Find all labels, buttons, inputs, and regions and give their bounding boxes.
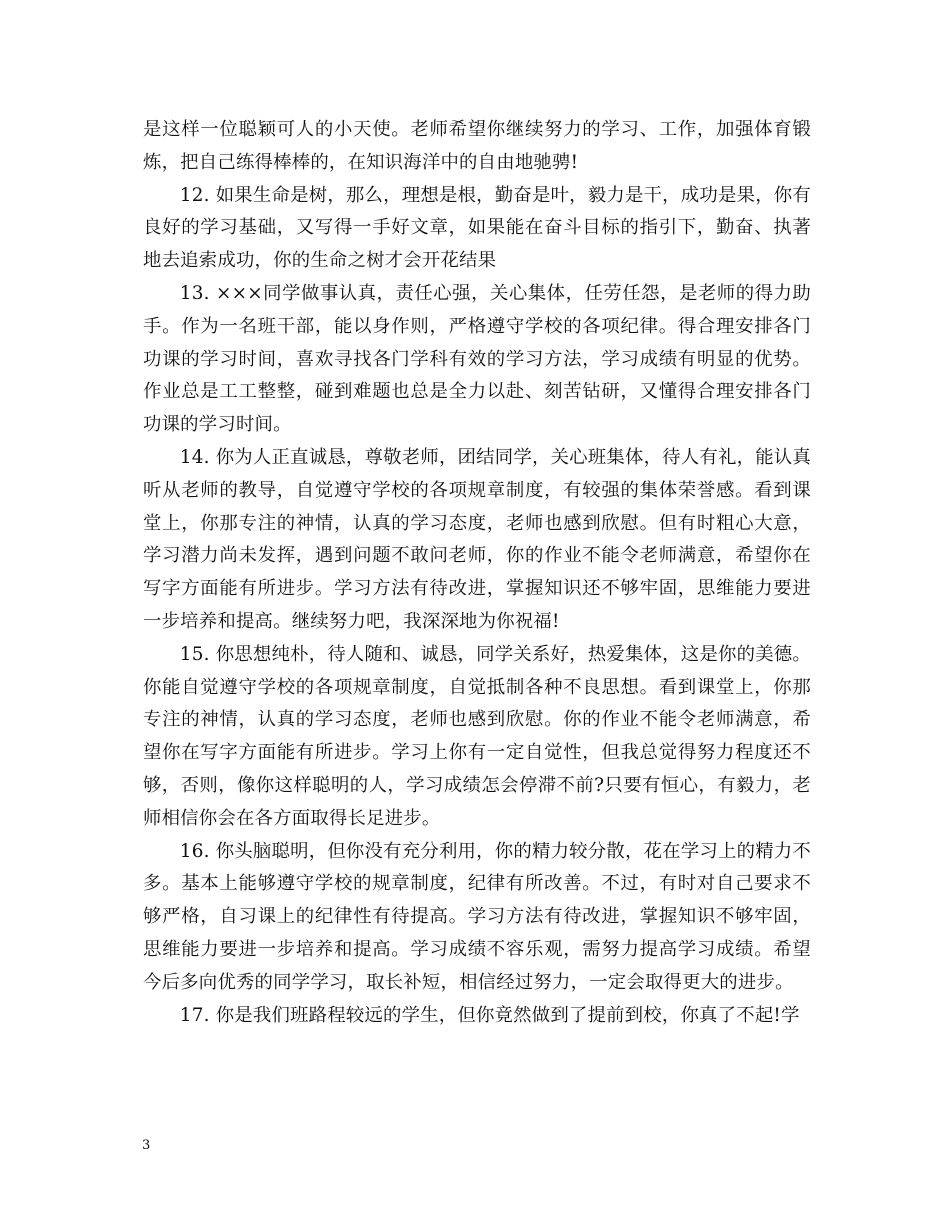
paragraph-14: 14. 你为人正直诚恳，尊敬老师，团结同学，关心班集体，待人有礼，能认真听从老师的教导，自觉遵守学校的各项规章制度，有较强的集体荣誉感。看到课堂上，你那专注的神情，认真的学习态度，老师也感到欣慰。但有时粗心大意，学习潜力尚未发挥，遇到问题不敢问老师，你的作业不能令老师满意，希望你在写字方面能有所进步。学习方法有待改进，掌握知识还不够牢固，思维能力要进一步培养和提高。继续努力吧，我深深地为你祝福!: [143, 446, 811, 632]
paragraph-15: 15. 你思想纯朴，待人随和、诚恳，同学关系好，热爱集体，这是你的美德。你能自觉遵守学校的各项规章制度，自觉抵制各种不良思想。看到课堂上，你那专注的神情，认真的学习态度，老师也感到欣慰。你的作业不能令老师满意，希望你在写字方面能有所进步。学习上你有一定自觉性，但我总觉得努力程度还不够，否则，像你这样聪明的人，学习成绩怎会停滞不前?只要有恒心，有毅力，老师相信你会在各方面取得长足进步。: [143, 643, 811, 829]
paragraph-12: 12. 如果生命是树，那么，理想是根，勤奋是叶，毅力是干，成功是果，你有良好的学习基础，又写得一手好文章，如果能在奋斗目标的指引下，勤奋、执著地去追索成功，你的生命之树才会开花结果: [143, 184, 811, 272]
page-number: 3: [142, 1138, 151, 1153]
paragraph-16: 16. 你头脑聪明，但你没有充分利用，你的精力较分散，花在学习上的精力不多。基本上能够遵守学校的规章制度，纪律有所改善。不过，有时对自己要求不够严格，自习课上的纪律性有待提高。学习方法有待改进，掌握知识不够牢固，思维能力要进一步培养和提高。学习成绩不容乐观，需努力提高学习成绩。希望今后多向优秀的同学学习，取长补短，相信经过努力，一定会取得更大的进步。: [143, 840, 811, 993]
paragraph-continued: 是这样一位聪颖可人的小天使。老师希望你继续努力的学习、工作，加强体育锻炼，把自己练得棒棒的，在知识海洋中的自由地驰骋!: [143, 119, 811, 173]
document-body: [143, 114, 811, 1032]
paragraph-13: 13. ×××同学做事认真，责任心强，关心集体，任劳任怨，是老师的得力助手。作为一名班干部，能以身作则，严格遵守学校的各项纪律。得合理安排各门功课的学习时间，喜欢寻找各门学科有效的学习方法，学习成绩有明显的优势。作业总是工工整整，碰到难题也总是全力以赴、刻苦钻研，又懂得合理安排各门功课的学习时间。: [143, 282, 811, 436]
paragraph-17: 17. 你是我们班路程较远的学生，但你竟然做到了提前到校，你真了不起!学: [179, 1004, 800, 1026]
